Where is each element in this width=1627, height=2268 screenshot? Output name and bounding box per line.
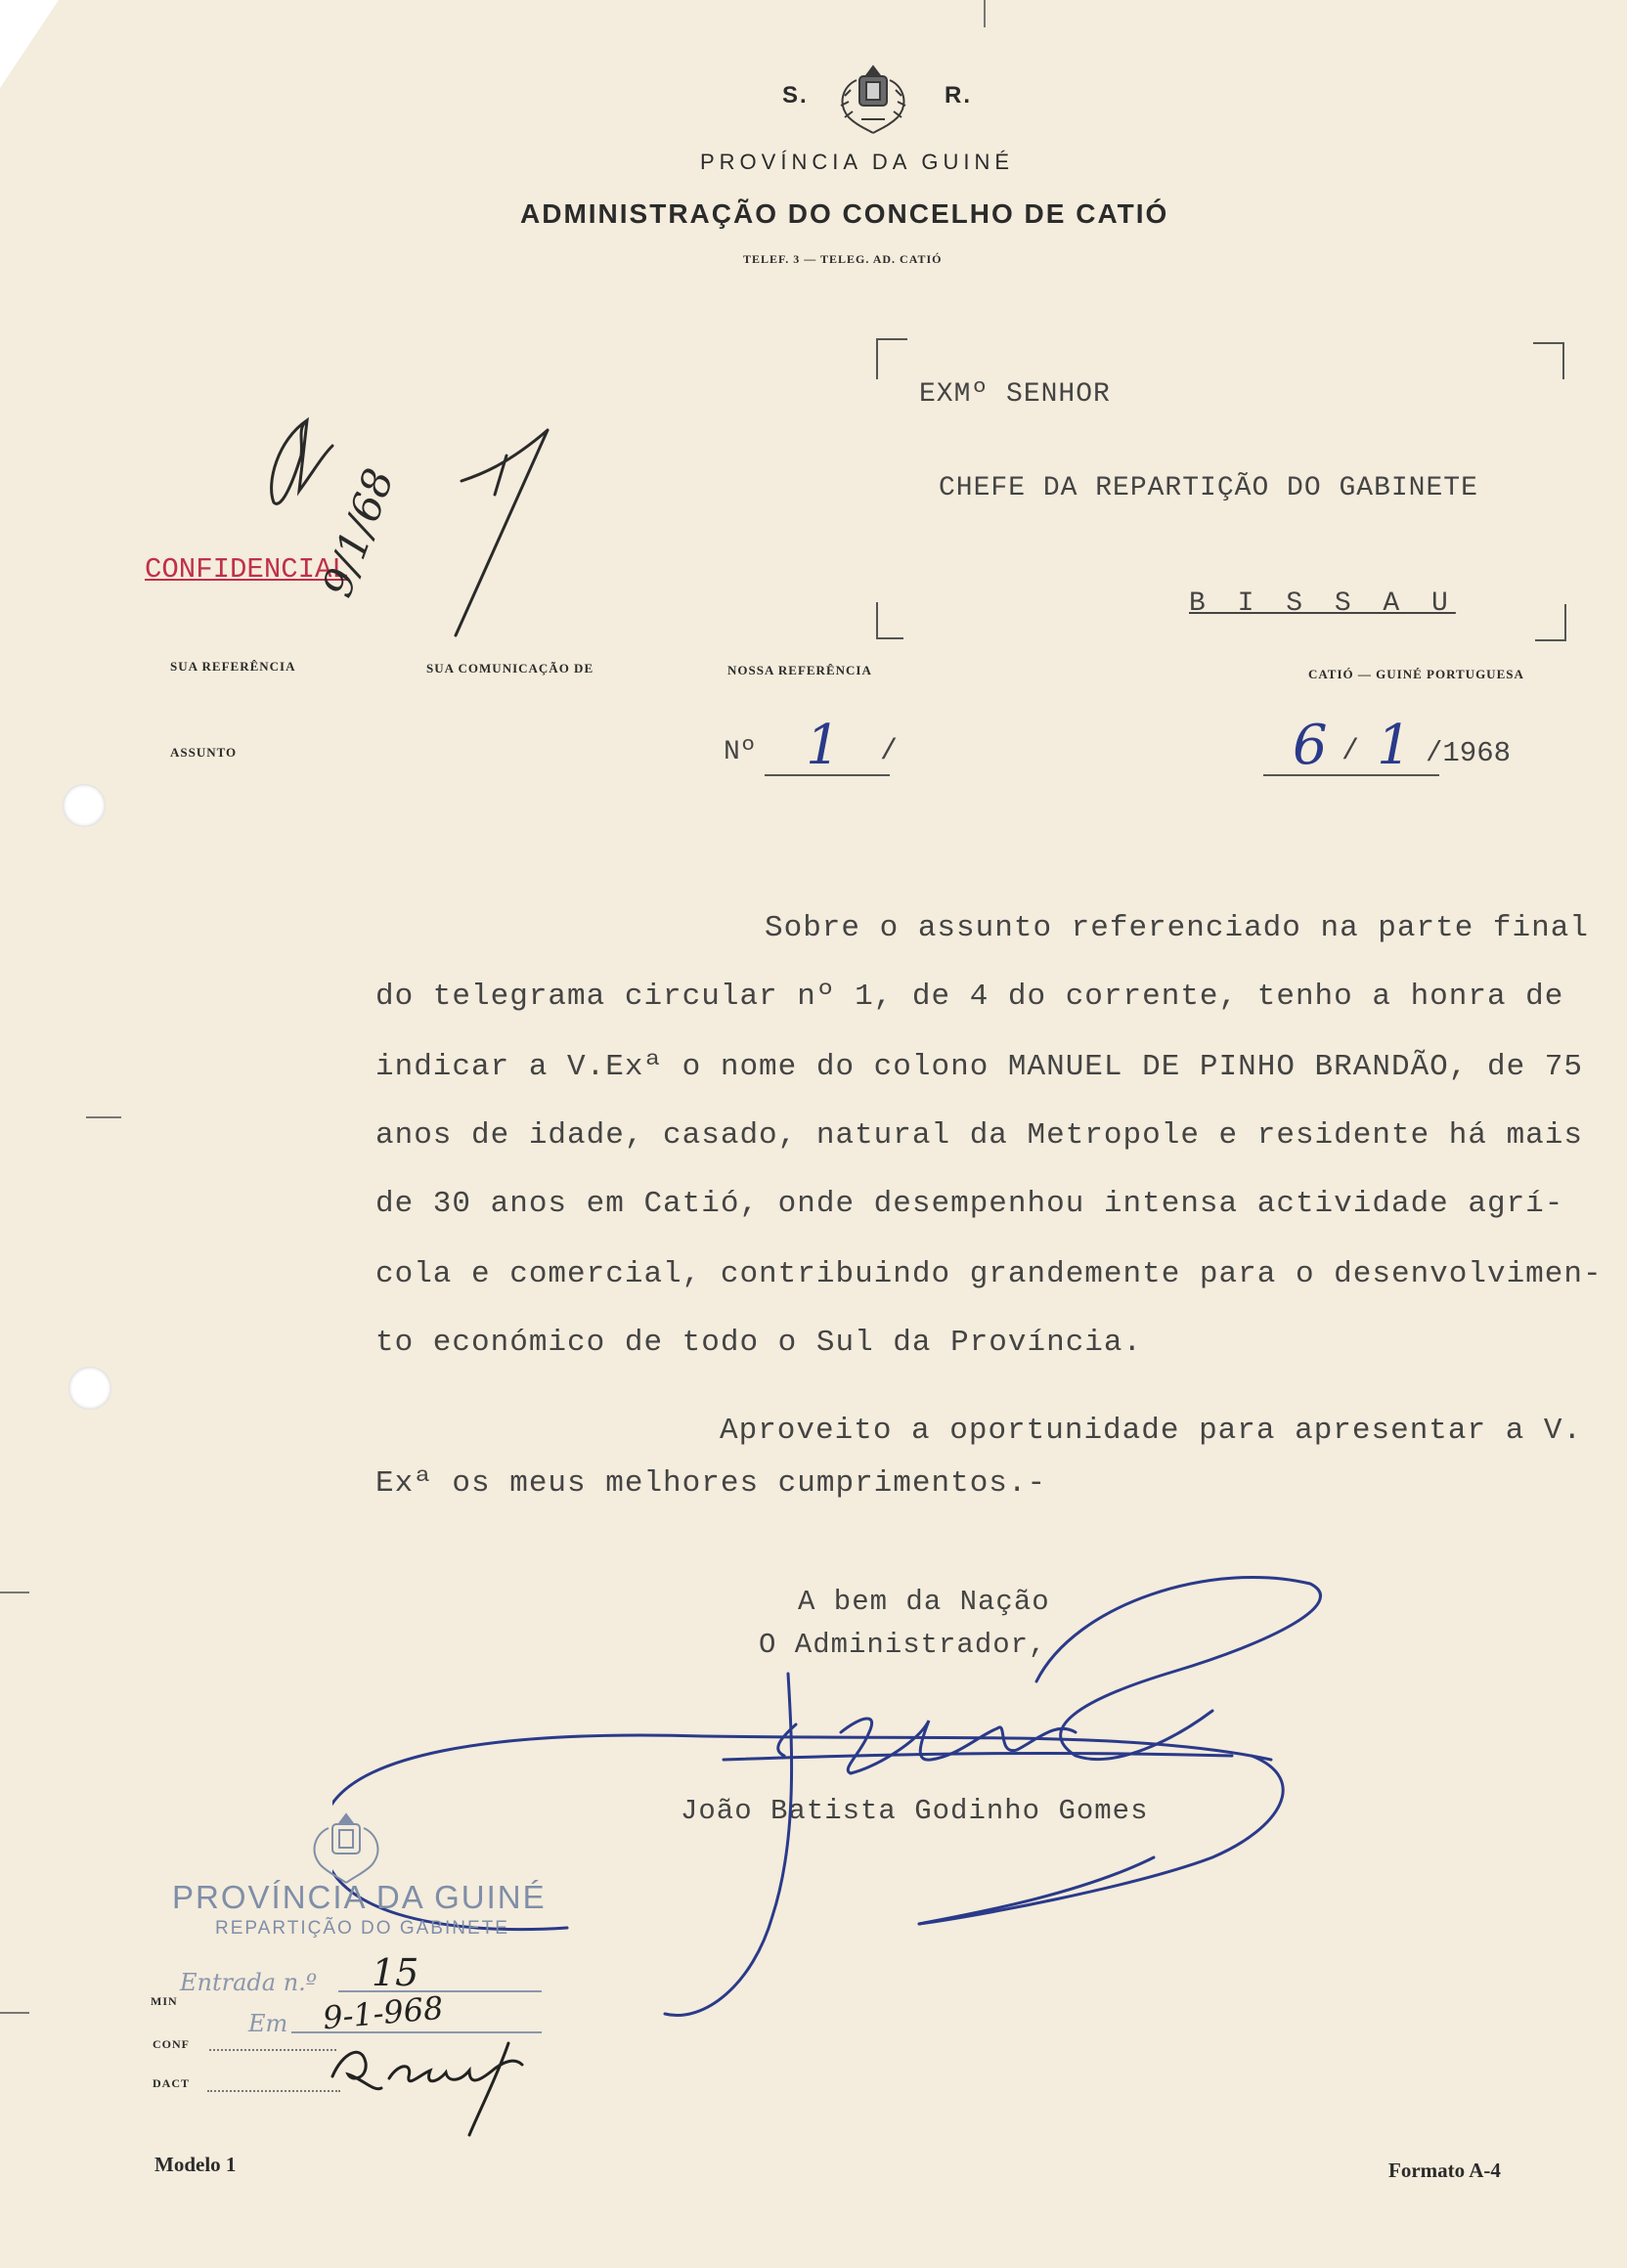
label-assunto: ASSUNTO [170,745,238,760]
date-underline [1263,774,1439,776]
reference-slash: / [880,735,899,768]
routing-conf: CONF [153,2037,190,2051]
body-p1-line-2: do telegrama circular nº 1, de 4 do corrente, tenho a honra de [375,980,1564,1014]
body-p1-line-5: de 30 anos em Catió, onde desempenhou intensa actividade agrí- [375,1187,1564,1221]
header-s-letter: S. [782,82,809,109]
footer-model: Modelo 1 [154,2153,237,2176]
top-edge-tick [984,0,986,27]
footer-format: Formato A-4 [1388,2159,1501,2182]
stamp-province: PROVÍNCIA DA GUINÉ [172,1879,547,1915]
routing-min: MIN [151,1994,178,2008]
folded-corner [0,0,59,88]
stamp-department: REPARTIÇÃO DO GABINETE [215,1918,509,1939]
stamp-entrada-value: 15 [372,1951,419,1994]
coat-of-arms-icon [827,61,919,139]
address-bracket-bottom-right [1535,604,1566,641]
body-p1-line-6: cola e comercial, contribuindo grandemente para o desenvolvimen- [375,1257,1603,1291]
stamp-em-value: 9-1-968 [321,1988,445,2037]
address-bracket-top-right [1533,342,1564,379]
margin-annotation-mark [254,401,567,655]
signature-flourish [332,1564,1369,2033]
margin-tick-2 [0,1592,29,1593]
stamp-em-label: Em [248,2010,288,2037]
routing-dact-dots [207,2090,340,2092]
body-p1-line-1: Sobre o assunto referenciado na parte final [765,911,1589,945]
routing-dact: DACT [153,2076,191,2090]
reference-prefix: Nº [724,737,757,767]
header-province: PROVÍNCIA DA GUINÉ [700,150,1015,174]
address-line-2: CHEFE DA REPARTIÇÃO DO GABINETE [939,473,1478,503]
punch-hole-top [63,784,106,827]
label-place: CATIÓ — GUINÉ PORTUGUESA [1308,667,1524,681]
stamp-entrada-label: Entrada n.º [180,1969,318,1996]
body-p1-line-4: anos de idade, casado, natural da Metropole e residente há mais [375,1118,1583,1153]
header-telephone: TELEF. 3 — TELEG. AD. CATIÓ [743,252,943,266]
label-nossa-referencia: NOSSA REFERÊNCIA [727,663,872,677]
address-line-1: EXMº SENHOR [919,379,1111,410]
address-bracket-top-left [876,338,907,379]
body-p1-line-3: indicar a V.Exª o nome do colono MANUEL DE PINHO BRANDÃO, de 75 [375,1050,1583,1084]
signatory-name: João Batista Godinho Gomes [681,1795,1149,1827]
address-bracket-bottom-left [876,602,903,639]
address-line-3: B I S S A U [1189,589,1456,619]
header-administration: ADMINISTRAÇÃO DO CONCELHO DE CATIÓ [520,198,1169,229]
date-day: 6 [1293,714,1328,777]
date-year: /1968 [1426,737,1512,769]
header-r-letter: R. [945,82,972,109]
body-p2-line-2: Exª os meus melhores cumprimentos.- [375,1466,1047,1501]
closing-line-1: A bem da Nação [798,1586,1050,1618]
routing-conf-dots [209,2049,336,2051]
date-slash-1: / [1341,735,1360,768]
label-sua-referencia: SUA REFERÊNCIA [170,659,296,674]
body-p1-line-7: to económico de todo o Sul da Província. [375,1326,1143,1360]
margin-tick-1 [86,1116,121,1118]
margin-tick-3 [0,2012,29,2014]
body-p2-line-1: Aproveito a oportunidade para apresentar a V. [720,1414,1583,1448]
stamp-initials-signature [323,2014,557,2141]
margin-annotation-date: 9/1/68 [313,461,404,603]
label-sua-comunicacao: SUA COMUNICAÇÃO DE [426,661,594,676]
closing-line-2: O Administrador, [759,1629,1047,1661]
date-month: 1 [1377,714,1412,777]
reference-number: 1 [806,714,841,777]
punch-hole-bottom [68,1367,111,1410]
confidential-mark: CONFIDENCIAL [145,553,349,586]
